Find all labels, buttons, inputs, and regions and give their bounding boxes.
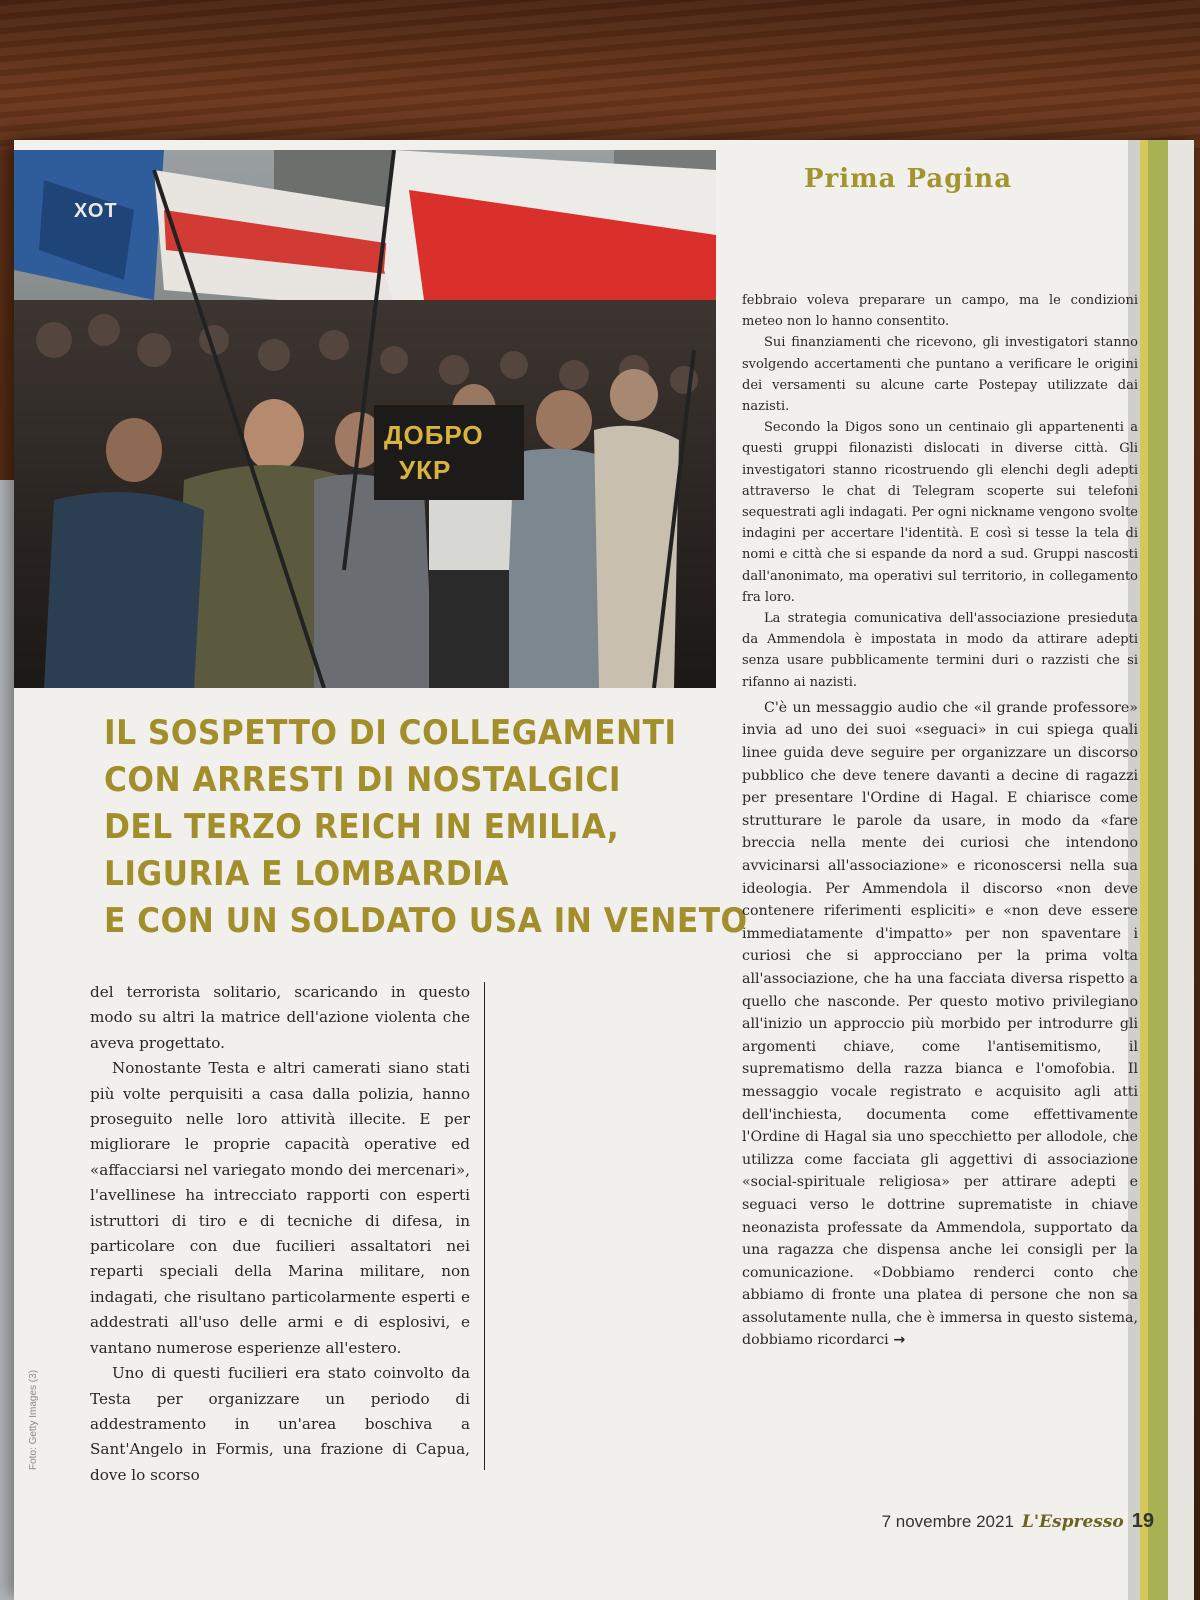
paragraph: C'è un messaggio audio che «il grande professore» invia ad uno dei suoi «seguaci» in cui spiega quali linee guida deve seguire per organizzare un discorso pubblico che deve tenere davanti a decine di ragazzi per presentare l'Ordine di Hagal. E chiarisce come strutturare le parole da usare, in modo da «fare breccia nella mente dei curiosi che intendono avvicinarsi all'associazione» e riconoscersi nella sua ideologia. Per Ammendola il discorso «non deve contenere riferimenti espliciti» e «non deve essere immediatamente d'impatto» per non spaventare i curiosi che si approcciano per la prima volta all'associazione, che ha una facciata diversa rispetto a quello che nasconde. Per questo motivo privilegiano all'inizio un approccio più morbido per introdurre gli argomenti chiave, come l'antisemitismo, il suprematismo della razza bianca e l'omofobia. Il messaggio vocale registrato e acquisito agli atti dell'inchiesta, documenta come effettivamente l'Ordine di Hagal sia uno specchietto per allodole, che utilizza come facciata gli aggettivi di associazione «social-spirituale religiosa» per attirare adepti e seguaci verso le dottrine suprematiste in chiave neonazista professate da Ammendola, supportato da una ragazza che dispensa anche lei consigli per la comunicazione. «Dobbiamo renderci conto che abbiamo di fronte una platea di persone che non sa assolutamente nulla, che è immersa in questo sistema, dobbiamo ricordarci — [742, 699, 1138, 1349]
headline-line: E CON UN SOLDATO USA IN VENETO — [104, 901, 748, 941]
wooden-table — [0, 0, 1200, 150]
headline — [104, 710, 748, 945]
headline-line: IL SOSPETTO DI COLLEGAMENTI — [104, 713, 677, 753]
photo-credit: Foto: Getty Images (3) — [28, 1369, 39, 1470]
headline-line: CON ARRESTI DI NOSTALGICI — [104, 760, 622, 800]
magazine-page — [14, 140, 1194, 1600]
flag-text: ХОТ — [74, 200, 118, 222]
left-text-column — [90, 980, 470, 1488]
section-title: Prima Pagina — [804, 164, 1013, 194]
right-text-column — [742, 290, 1138, 1352]
paragraph: Nonostante Testa e altri camerati siano stati più volte perquisiti a casa dalla polizia, hanno proseguito nelle loro attività illecite. E per migliorare le proprie capacità operative ed «affacciarsi nel variegato mondo dei mercenari», l'avellinese ha intrecciato rapporti con esperti istruttori di tiro e di tecniche di difesa, in particolare con due fucilieri assaltatori nei reparti speciali della Marina militare, non indagati, che risultano particolarmente esperti e addestrati all'uso delle armi e di esplosivi, e vantano numerose esperienze all'estero. — [90, 1059, 470, 1357]
headline-line: DEL TERZO REICH IN EMILIA, — [104, 807, 620, 847]
page-footer — [882, 1510, 1154, 1533]
page-number: 19 — [1131, 1510, 1154, 1532]
paragraph: del terrorista solitario, scaricando in questo modo su altri la matrice dell'azione violenta che aveva progettato. — [90, 983, 470, 1052]
protest-photo — [14, 150, 716, 688]
issue-date: 7 novembre 2021 — [881, 1512, 1014, 1531]
paragraph: febbraio voleva preparare un campo, ma le condizioni meteo non lo hanno consentito. — [742, 293, 1138, 330]
paragraph: Secondo la Digos sono un centinaio gli appartenenti a questi gruppi filonazisti dislocati in diverse città. Gli investigatori stanno ricostruendo gli elenchi degli adepti attraverso le chat di Telegram scoperte sui telefoni sequestrati agli indagati. Per ogni nickname vengono svolte indagini per accertare l'identità. E così si tesse la tela di nomi e città che si espande da nord a sud. Gruppi nascosti dall'anonimato, ma operativi sul territorio, in collegamento fra loro. — [742, 420, 1138, 605]
paragraph: Sui finanziamenti che ricevono, gli investigatori stanno svolgendo accertamenti che puntano a verificare le origini dei versamenti su alcune carte Postepay utilizzate dai nazisti. — [742, 335, 1138, 415]
magazine-logo: L'Espresso — [1021, 1512, 1124, 1532]
continue-arrow-icon: → — [893, 1332, 906, 1349]
headline-line: LIGURIA E LOMBARDIA — [104, 854, 509, 894]
paragraph: Uno di questi fucilieri era stato coinvolto da Testa per organizzare un periodo di addestramento in un'area boschiva a Sant'Angelo in Formis, una frazione di Capua, dove lo scorso — [90, 1364, 470, 1484]
banner-text: ДОБРО — [384, 420, 484, 450]
banner-text: УКР — [399, 455, 452, 485]
paragraph: La strategia comunicativa dell'associazione presieduta da Ammendola è impostata in modo da attirare adepti senza usare pubblicamente termini duri o razzisti che si rifanno ai nazisti. — [742, 611, 1138, 690]
column-divider — [484, 982, 485, 1470]
